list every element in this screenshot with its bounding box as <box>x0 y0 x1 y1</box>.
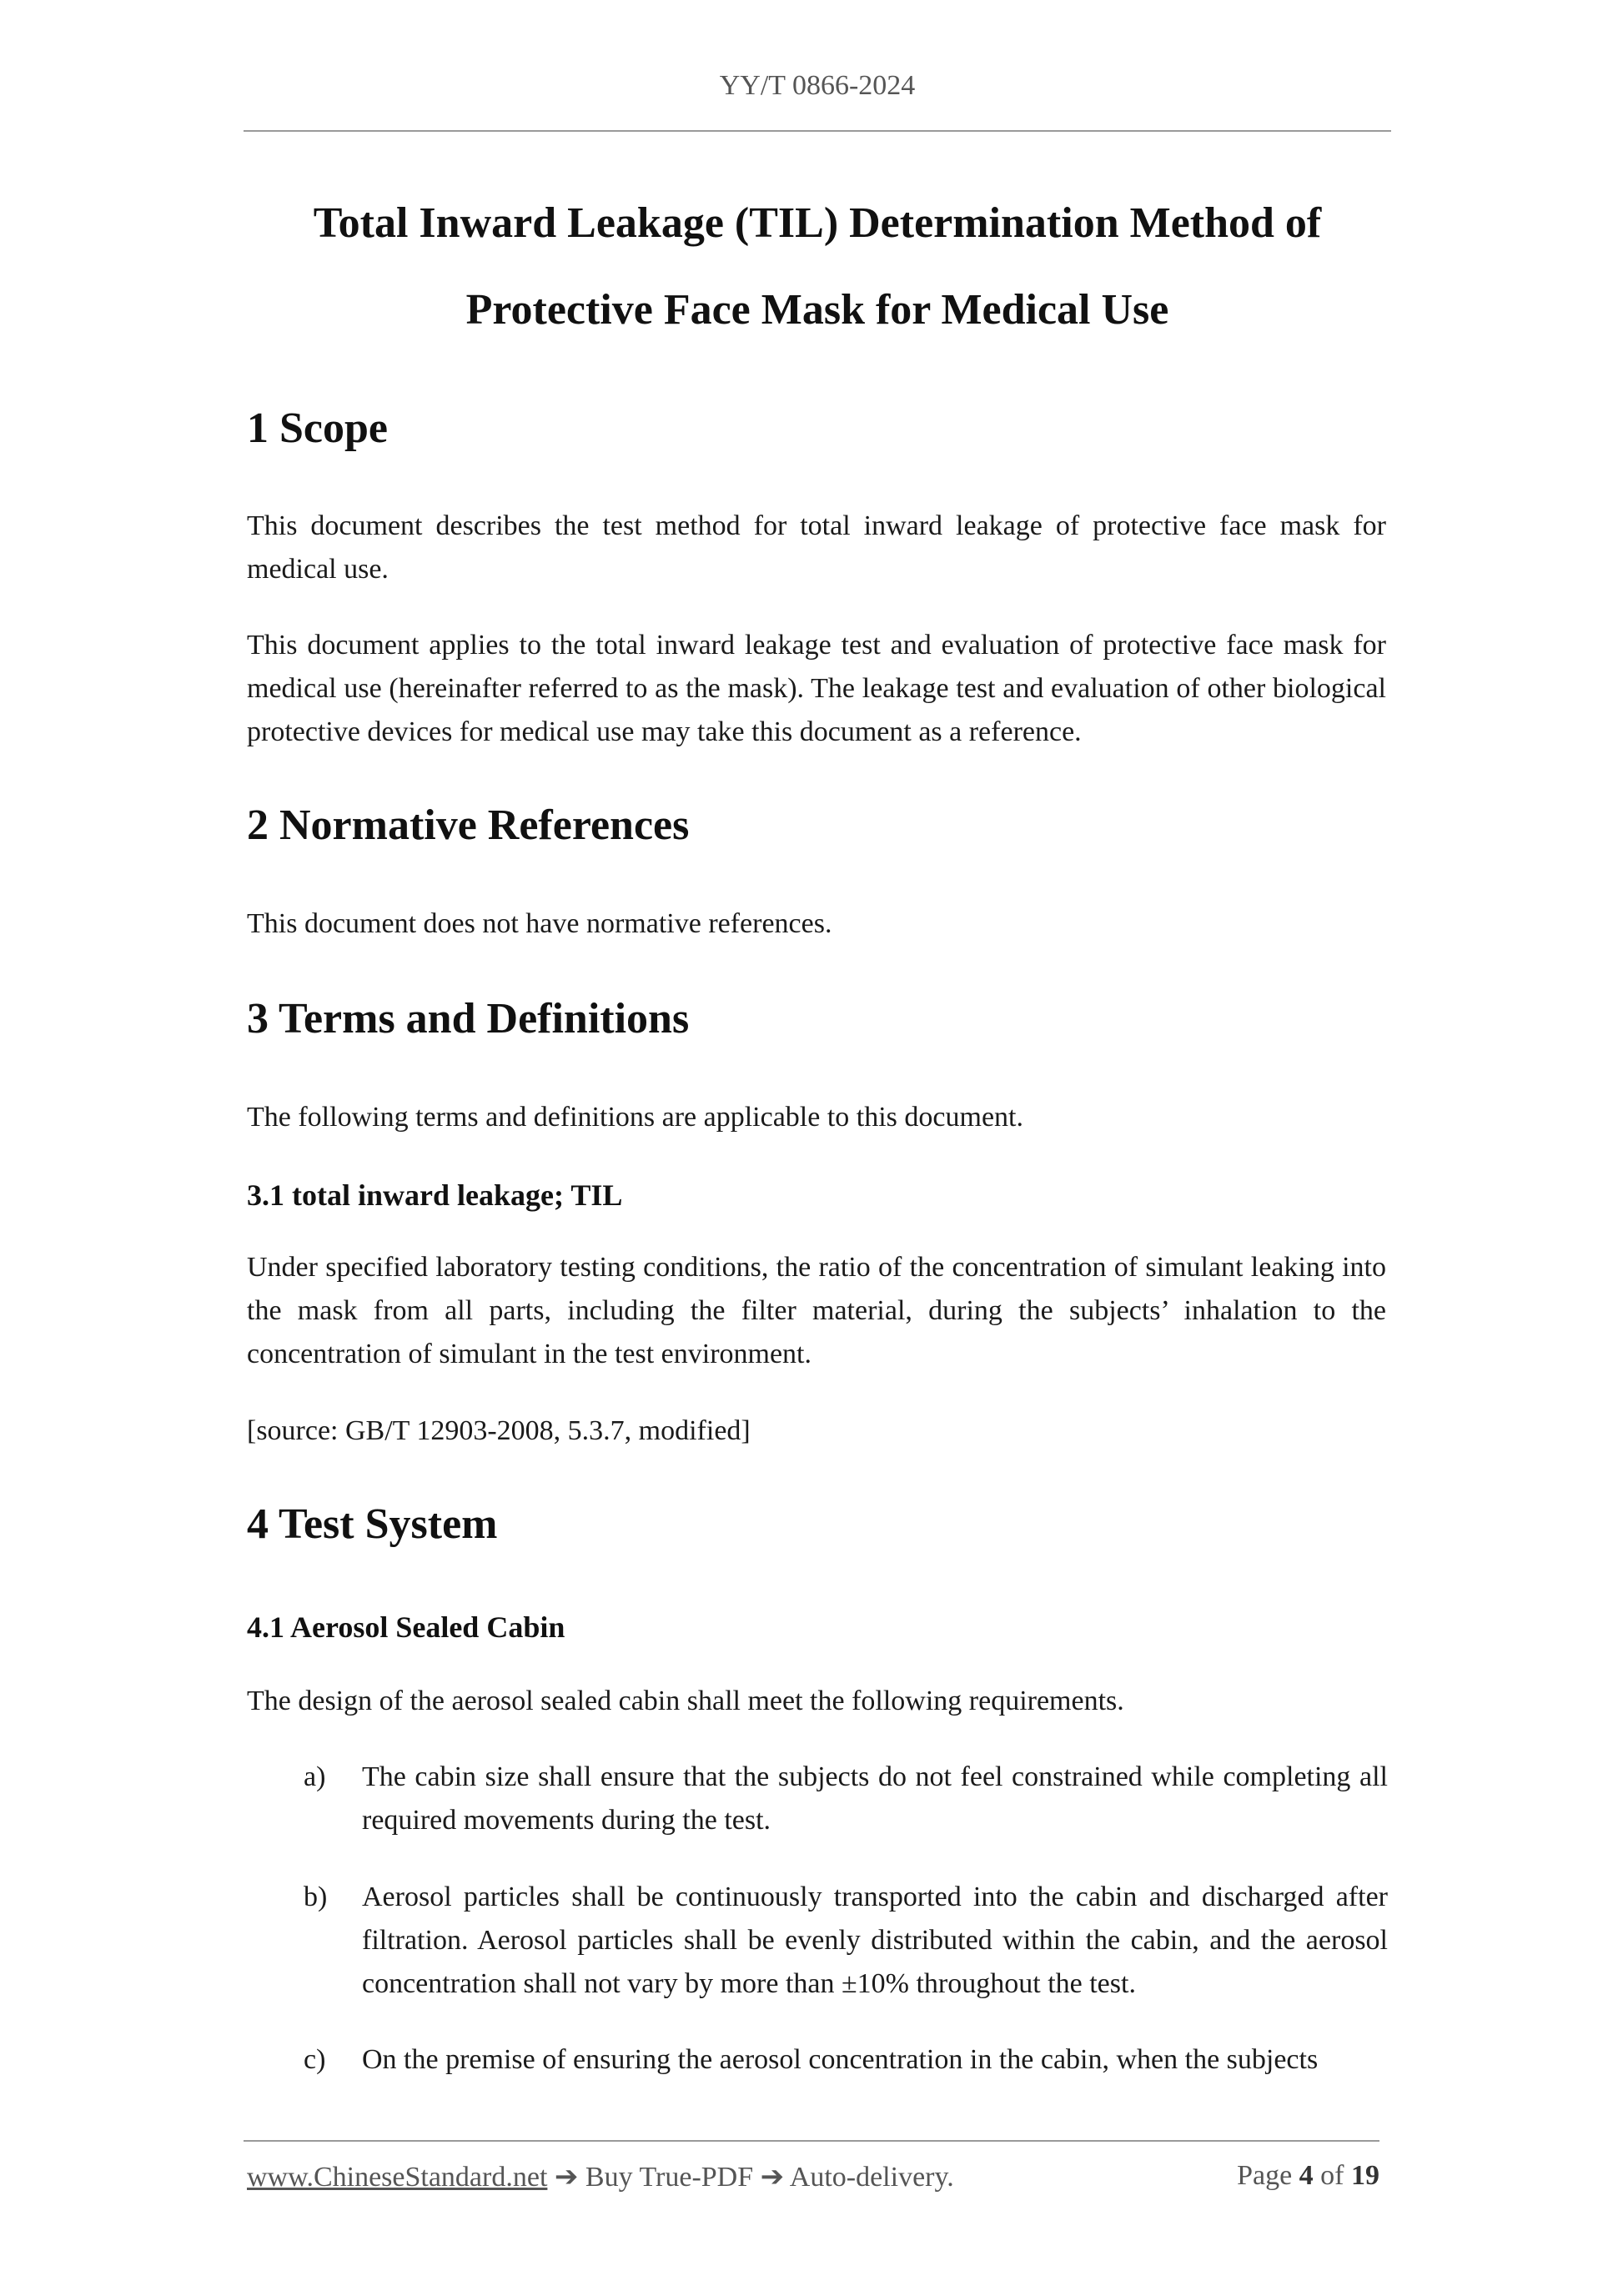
of-label: of <box>1320 2160 1344 2191</box>
total-pages: 19 <box>1351 2160 1379 2191</box>
scope-paragraph-1: This document describes the test method for total inward leakage of protective face mask for medical use. <box>247 510 1386 585</box>
list-item <box>304 2038 1388 2082</box>
list-item <box>304 1876 1388 2006</box>
list-marker: a) <box>304 1761 326 1792</box>
page-number <box>1237 2160 1379 2192</box>
arrow-icon: ➔ <box>554 2162 579 2193</box>
list-item-text: The cabin size shall ensure that the subjects do not feel constrained while completing all required movements during the test. <box>362 1761 1388 1836</box>
header-divider <box>244 130 1391 132</box>
subsection-heading-aerosol-cabin: 4.1 Aerosol Sealed Cabin <box>247 1610 565 1644</box>
scope-paragraph-2: This document applies to the total inward leakage test and evaluation of protective face mask for medical use (hereinafter referred to as the mask). The leakage test and evaluation of other biological protective devices for medical use may take this document as a reference. <box>247 630 1386 747</box>
current-page: 4 <box>1299 2160 1314 2191</box>
arrow-icon: ➔ <box>760 2162 785 2193</box>
section-heading-scope: 1 Scope <box>247 404 388 452</box>
term-source-note: [source: GB/T 12903-2008, 5.3.7, modified] <box>247 1415 751 1446</box>
list-item-text: Aerosol particles shall be continuously transported into the cabin and discharged after filtration. Aerosol particles shall be evenly distributed within the cabin, and the aerosol concentration shall not vary by more than ±10% throughout the test. <box>362 1882 1388 1999</box>
running-header: YY/T 0866-2024 <box>719 70 916 101</box>
section-heading-normative-references: 2 Normative References <box>247 801 690 849</box>
list-marker: c) <box>304 2044 326 2075</box>
term-heading-til: 3.1 total inward leakage; TIL <box>247 1178 623 1212</box>
section-heading-test-system: 4 Test System <box>247 1500 498 1548</box>
document-title-line-1: Total Inward Leakage (TIL) Determination Method of <box>313 199 1322 247</box>
list-item-text: On the premise of ensuring the aerosol concentration in the cabin, when the subjects <box>362 2044 1319 2075</box>
list-marker: b) <box>304 1882 328 1912</box>
website-link[interactable]: www.ChineseStandard.net <box>247 2162 548 2193</box>
term-definition-paragraph: Under specified laboratory testing conditions, the ratio of the concentration of simulant leaking into the mask from all parts, including the filter material, during the subjects’ inhalation to the concentration of simulant in the test environment. <box>247 1252 1386 1369</box>
footer-buy-text: Buy True-PDF <box>585 2162 754 2193</box>
footer-promo <box>247 2160 954 2193</box>
section-heading-terms: 3 Terms and Definitions <box>247 995 690 1042</box>
list-item <box>304 1756 1388 1842</box>
footer-divider <box>244 2140 1379 2142</box>
footer-delivery-text: Auto-delivery. <box>789 2162 954 2193</box>
terms-intro-paragraph: The following terms and definitions are applicable to this document. <box>247 1102 1023 1133</box>
page-label: Page <box>1237 2160 1293 2191</box>
normative-paragraph: This document does not have normative references. <box>247 908 832 939</box>
document-title-line-2: Protective Face Mask for Medical Use <box>465 286 1169 334</box>
aerosol-cabin-intro: The design of the aerosol sealed cabin shall meet the following requirements. <box>247 1686 1124 1716</box>
